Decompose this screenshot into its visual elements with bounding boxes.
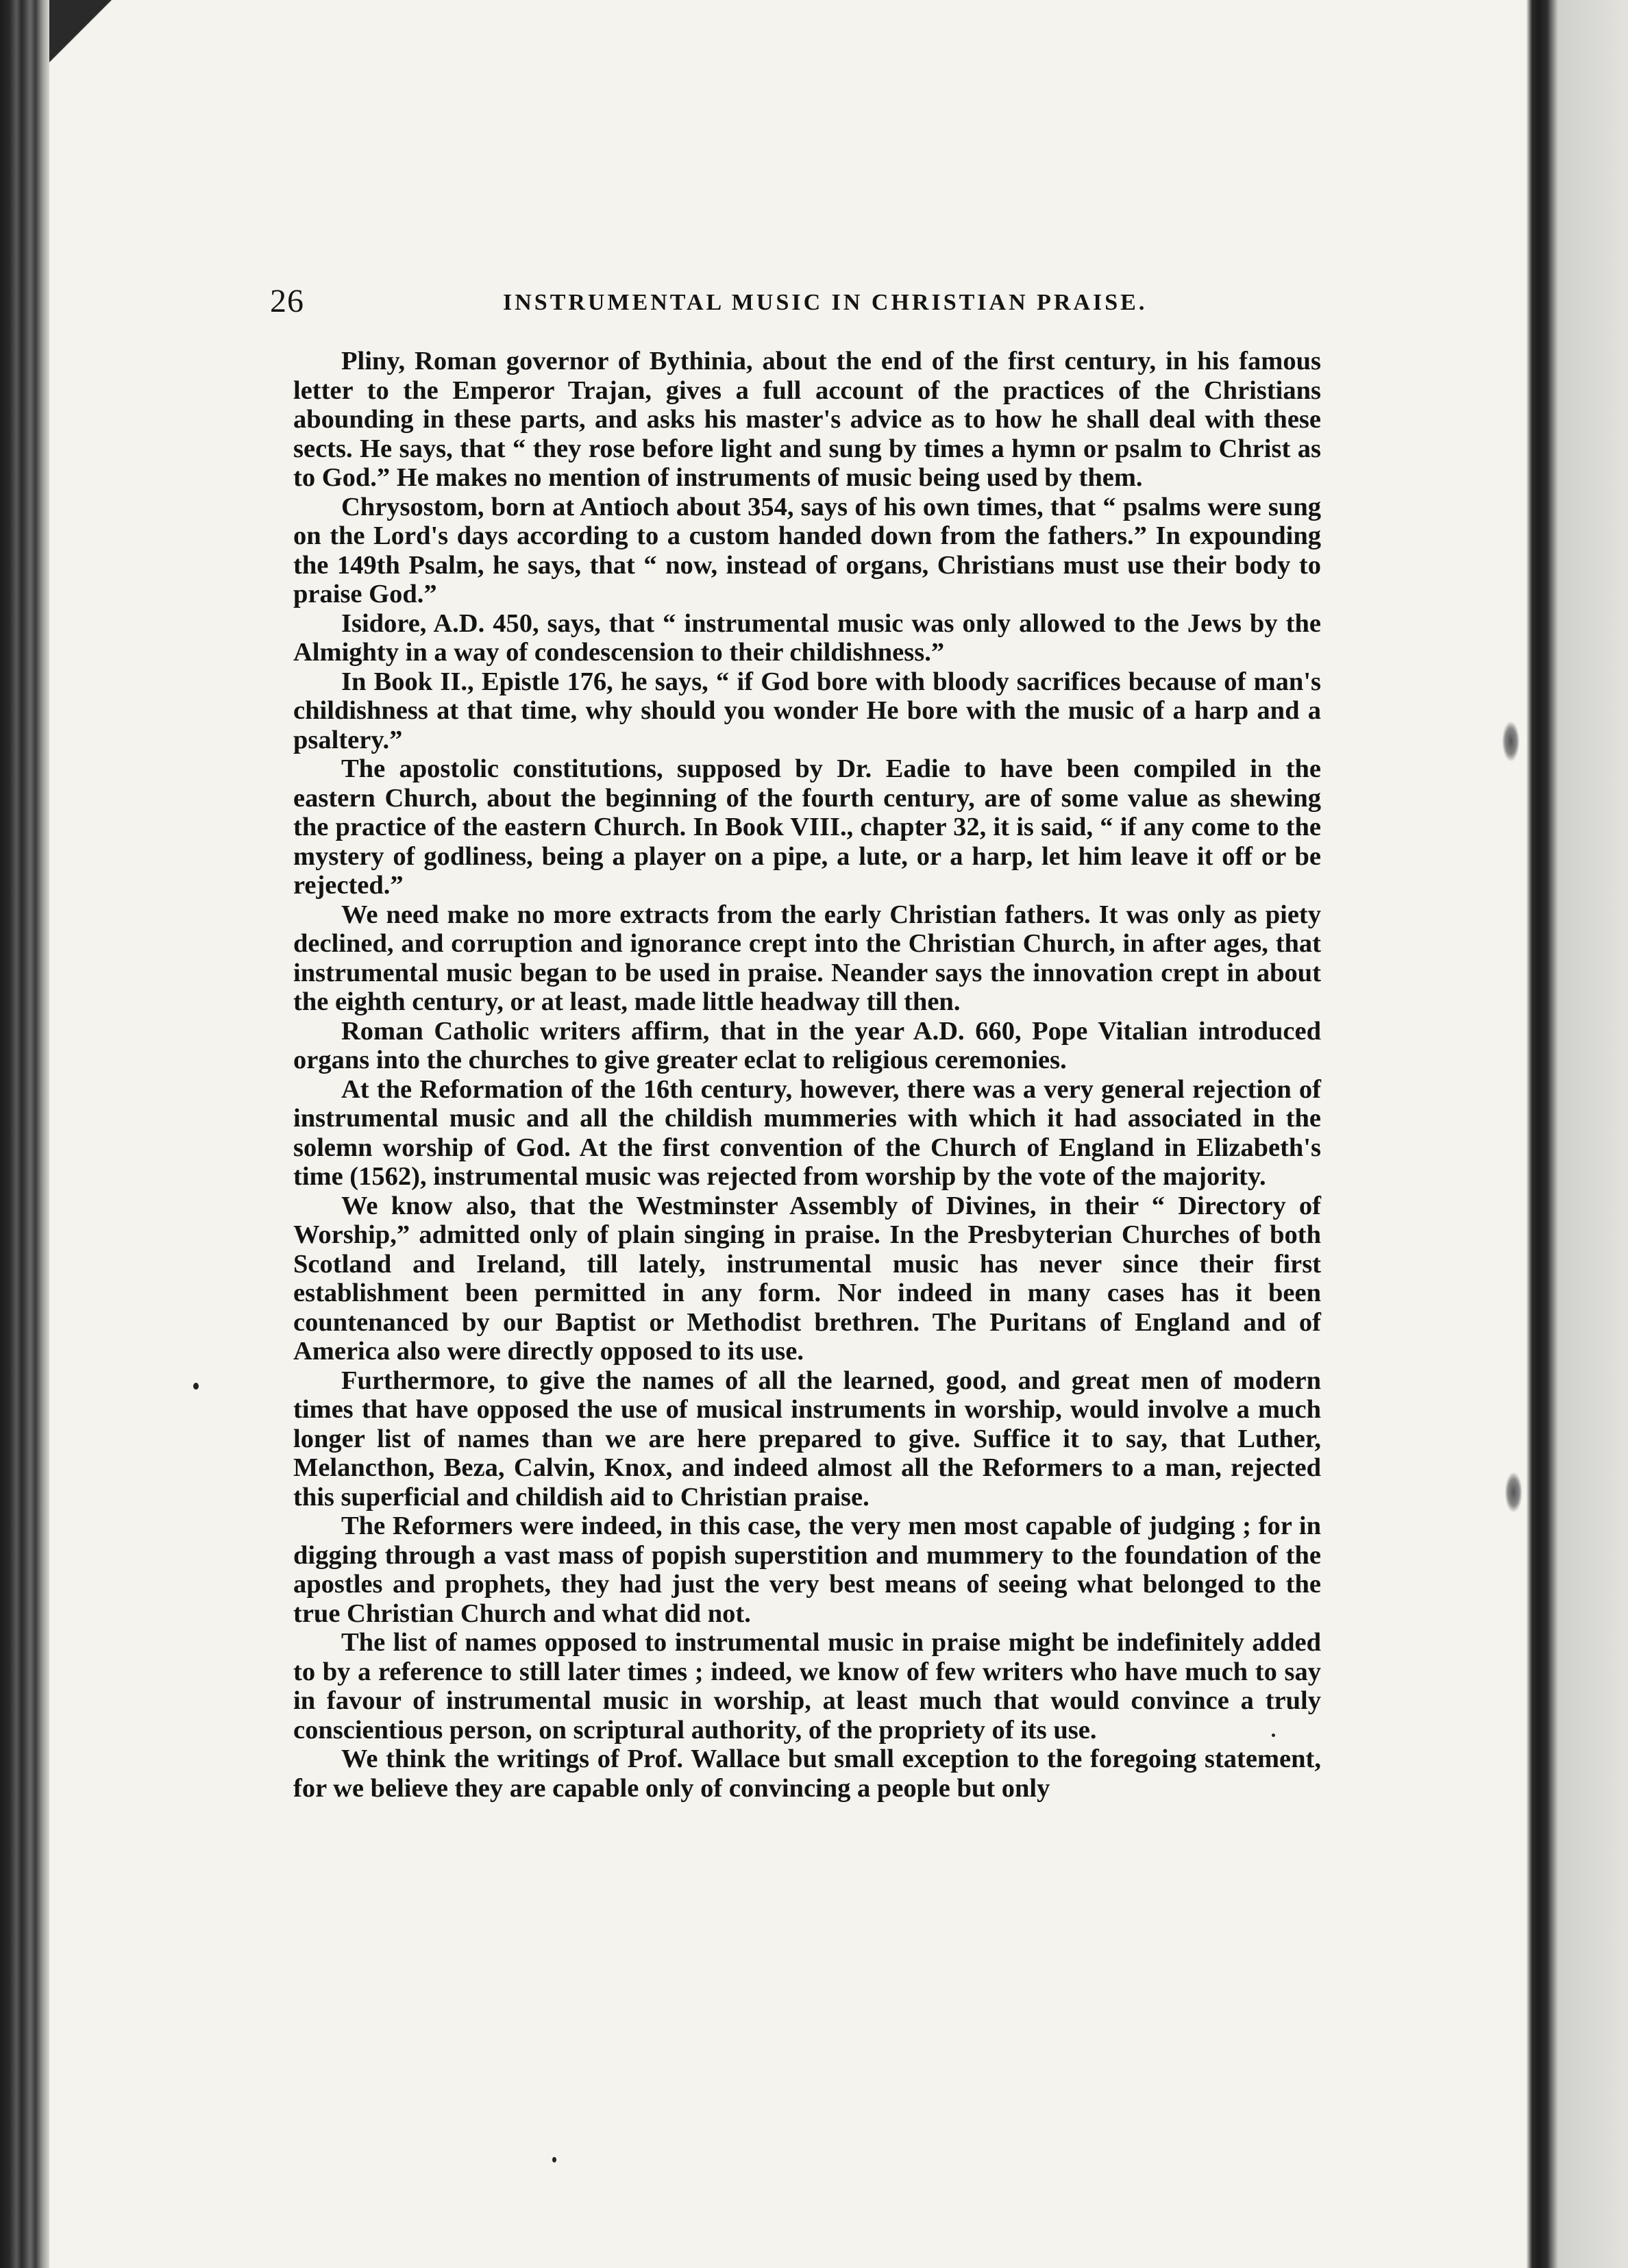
- scan-speck: [1272, 1734, 1275, 1737]
- book-spine-edge: [0, 0, 49, 2268]
- paragraph-later-times: The list of names opposed to instrumental music in praise might be indefinitely added to by a reference to still later times ; indeed, we know of few writers who have much to say in favour of instrumental music in worship, at least much that would convince a truly conscientious person, on scriptural authority, of the propriety of its use.: [293, 1628, 1321, 1745]
- running-head: [270, 278, 1311, 325]
- paragraph-reformers-judging: The Reformers were indeed, in this case, the very men most capable of judging ; for in digging through a vast mass of popish superstition and mummery to the foundation of the apostles and prophets, they had just the very best means of seeing what belonged to the true Christian Church and what did not.: [293, 1512, 1321, 1628]
- book-page: [49, 0, 1527, 2268]
- paragraph-book-ii: In Book II., Epistle 176, he says, “ if God bore with bloody sacrifices because of man's childishness at that time, why should you wonder He bore with the music of a harp and a psaltery.”: [293, 667, 1321, 754]
- body-text: [293, 347, 1321, 1803]
- paragraph-reformation: At the Reformation of the 16th century, however, there was a very general rejection of instrumental music and all the childish mummeries with which it had associated in the solemn worship of God. At the first convention of the Church of England in Elizabeth's time (1562), instrumental music was rejected from worship by the vote of the majority.: [293, 1074, 1321, 1191]
- paragraph-apostolic-constitutions: The apostolic constitutions, supposed by Dr. Eadie to have been compiled in the eastern Church, about the beginning of the fourth century, are of some value as shewing the practice of the eastern Church. In Book VIII., chapter 32, it is said, “ if any come to the mystery of godliness, being a player on a pipe, a lute, or a harp, let him leave it off or be rejected.”: [293, 754, 1321, 900]
- paragraph-wallace: We think the writings of Prof. Wallace but small exception to the foregoing statement, for we believe they are capable only of convincing a people but only: [293, 1745, 1321, 1803]
- paragraph-pope-vitalian: Roman Catholic writers affirm, that in the year A.D. 660, Pope Vitalian introduced organs into the churches to give greater eclat to religious ceremonies.: [293, 1016, 1321, 1074]
- book-fore-edge: [1527, 0, 1628, 2268]
- paragraph-isidore: Isidore, A.D. 450, says, that “ instrumental music was only allowed to the Jews by the Almighty in a way of condescension to their childishness.”: [293, 608, 1321, 667]
- scan-speck: [193, 1383, 199, 1390]
- scan-speck: [552, 2157, 556, 2162]
- paragraph-westminster: We know also, that the Westminster Assembly of Divines, in their “ Directory of Worship,” admitted only of plain singing in praise. In the Presbyterian Churches of both Scotland and Ireland, till lately, instrumental music has never since their first establishment been permitted in any form. Nor indeed in many cases has it been countenanced by our Baptist or Methodist brethren. The Puritans of England and of America also were directly opposed to its use.: [293, 1191, 1321, 1366]
- paragraph-reformers-list: Furthermore, to give the names of all the learned, good, and great men of modern times that have opposed the use of musical instruments in worship, would involve a much longer list of names than we are here prepared to give. Suffice it to say, that Luther, Melancthon, Beza, Calvin, Knox, and indeed almost all the Reformers to a man, rejected this superficial and childish aid to Christian praise.: [293, 1366, 1321, 1512]
- binding-mark-lower: [1505, 1472, 1522, 1513]
- running-title: INSTRUMENTAL MUSIC IN CHRISTIAN PRAISE.: [503, 290, 1148, 315]
- binding-mark-upper: [1502, 721, 1520, 762]
- paragraph-early-fathers: We need make no more extracts from the early Christian fathers. It was only as piety declined, and corruption and ignorance crept into the Christian Church, in after ages, that instrumental music began to be used in praise. Neander says the innovation crept in about the eighth century, or at least, made little headway till then.: [293, 900, 1321, 1016]
- paragraph-chrysostom: Chrysostom, born at Antioch about 354, says of his own times, that “ psalms were sung on the Lord's days according to a custom handed down from the fathers.” In expounding the 149th Psalm, he says, that “ now, instead of organs, Christians must use their body to praise God.”: [293, 492, 1321, 608]
- paragraph-pliny: Pliny, Roman governor of Bythinia, about the end of the first century, in his famous letter to the Emperor Trajan, gives a full account of the practices of the Christians abounding in these parts, and asks his master's advice as to how he shall deal with these sects. He says, that “ they rose before light and sung by times a hymn or psalm to Christ as to God.” He makes no mention of instruments of music being used by them.: [293, 347, 1321, 492]
- page-number: 26: [270, 283, 304, 319]
